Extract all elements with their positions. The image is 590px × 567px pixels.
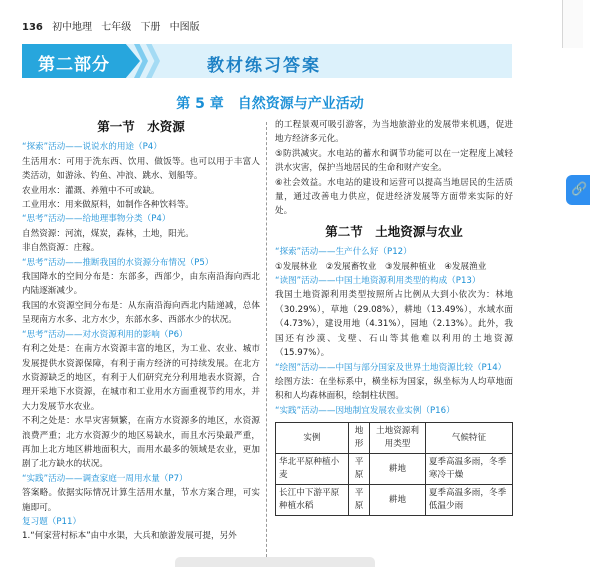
answer-text: ⑥社会效益。水电站的建设和运营可以提高当地居民的生活质量，通过改善电力供应，促进经济发展等方面带来实际的好处。: [275, 177, 513, 217]
activity-heading: “读图”活动——中国土地资源利用类型的构成（P13）: [275, 276, 481, 287]
table-header-cell: 实例: [276, 423, 349, 454]
answer-text: 我国的水资源空间分布是：从东南沿海向西北内陆递减，总体呈现南方水多、北方水少，东部水多、西部水少的状况。: [22, 300, 260, 326]
left-column: [22, 118, 260, 544]
section-body: [275, 245, 513, 418]
activity-heading: “实践”活动——调查家庭一周用水量（P7）: [22, 473, 188, 484]
table-cell: 平原: [348, 454, 369, 485]
answer-text: 的工程景观可吸引游客，为当地旅游业的发展带来机遇，促进地方经济多元化。: [275, 120, 513, 145]
table-row: [276, 485, 513, 516]
answer-text: 绘图方法：在坐标系中，横坐标为国家，纵坐标为人均草地面积和人均森林面积，绘制柱状图。: [275, 376, 513, 402]
answer-text: 我国降水的空间分布是：东部多，西部少，由东南沿海向西北内陆逐渐减少。: [22, 272, 260, 297]
table-header-cell: 气候特征: [425, 423, 512, 454]
column-divider: [266, 122, 267, 562]
header-volume: 下册: [140, 22, 161, 33]
activity-heading: “实践”活动——因地制宜发展农业实例（P16）: [275, 405, 455, 416]
activity-heading: “思考”活动——对水资源利用的影响（P6）: [22, 329, 188, 340]
answer-text: 非自然资源：庄稼。: [22, 243, 100, 254]
activity-heading: “思考”活动——推断我国的水资源分布情况（P5）: [22, 257, 214, 268]
answer-text: ⑤防洪减灾。水电站的蓄水和调节功能可以在一定程度上减轻洪水灾害，保护当地居民的生命和财产安全。: [275, 148, 513, 174]
answer-text: 生活用水：可用于洗东西、饮用、做饭等。也可以用于丰富人类活动，如游泳、钓鱼、冲浪、跳水、划船等。: [22, 156, 260, 182]
table-header-cell: 土地资源利用类型: [370, 423, 426, 454]
part-banner: [22, 44, 512, 78]
table-cell: 长江中下游平原种植水稻: [276, 485, 349, 516]
table-cell: 夏季高温多雨，冬季低温少雨: [425, 485, 512, 516]
page-header: [22, 18, 206, 33]
section-title: 第一节 水资源: [97, 119, 185, 134]
answer-text: 有利之处是：在南方水资源丰富的地区，为工业、农业、城市发展提供水资源保障，有利于南方经济的可持续发展。在北方水资源缺乏的地区，有利于人们研究充分利用地表水资源，合理开采地下水资源，在城市和工业用水方面重视节约用水，并大力发展节水农业。: [22, 344, 260, 412]
section-title: 第二节 土地资源与农业: [325, 223, 463, 239]
page-number: 136: [22, 22, 43, 33]
answer-text: 自然资源：河流，煤炭，森林，土地，阳光。: [22, 228, 194, 239]
part-label: 第二部分: [38, 55, 110, 75]
table-cell: 夏季高温多雨，冬季寒冷干燥: [425, 454, 512, 485]
viewer-toolbar[interactable]: [175, 557, 375, 567]
answer-text: 工业用水：用来做原料，如制作各种饮料等。: [22, 200, 194, 211]
header-grade: 七年级: [101, 22, 132, 33]
side-panel-edge: [562, 0, 583, 48]
activity-heading: “绘图”活动——中国与部分国家及世界土地资源比较（P14）: [275, 362, 507, 373]
continued-text: [275, 118, 513, 219]
answer-text: ①发展林业 ②发展畜牧业 ③发展种植业 ④发展渔业: [275, 261, 487, 272]
answer-text: 农业用水：灌溉、养殖中不可或缺。: [22, 185, 160, 196]
table-cell: 耕地: [370, 454, 426, 485]
table-cell: 耕地: [370, 485, 426, 516]
activity-heading: “探索”活动——生产什么好（P12）: [275, 247, 412, 258]
right-column: [275, 118, 513, 516]
section-body: [22, 140, 260, 543]
header-subject: 初中地理: [52, 22, 93, 33]
table-header-row: [276, 423, 513, 454]
side-tool-tab[interactable]: [566, 175, 590, 205]
table-cell: 华北平原种植小麦: [276, 454, 349, 485]
answer-text: 1.“何家营村标本”由中水渠，大兵和旅游发展可提，另外: [22, 531, 237, 542]
table-header-cell: 地形: [348, 423, 369, 454]
chevron-decoration: [146, 44, 160, 78]
agriculture-table: [275, 422, 513, 516]
activity-heading: “思考”活动——给地理事物分类（P4）: [22, 214, 171, 225]
table-row: [276, 454, 513, 485]
activity-heading: “探索”活动——说说水的用途（P4）: [22, 142, 162, 153]
answer-text: 我国土地资源利用类型按照所占比例从大到小依次为：林地（30.29%），草地（29.08%），耕地（13.49%），水域水面（4.73%），建设用地（4.31%），园地（2.13%）。此外，我国还有沙漠、戈壁、石山等其他难以利用的土地资源（15.97%）。: [275, 290, 513, 359]
answer-text: 答案略。依据实际情况计算生活用水量，节水方案合理，可实施即可。: [22, 488, 260, 513]
table-body: [276, 454, 513, 516]
link-icon: 🔗: [571, 182, 588, 197]
answer-text: 不利之处是：水旱灾害频繁，在南方水资源多的地区，水资源浪费严重；北方水资源少的地区易缺水，而且水污染最严重，再加上北方地区耕地面积大，而用水最多的领域是农业，更加剧了北方缺水的状况。: [22, 416, 260, 470]
banner-title: 教材练习答案: [207, 56, 321, 76]
activity-heading: 复习题（P11）: [22, 516, 82, 527]
table-cell: 平原: [348, 485, 369, 516]
header-edition: 中图版: [169, 22, 200, 33]
chapter-title: 第 5 章 自然资源与产业活动: [176, 96, 364, 112]
